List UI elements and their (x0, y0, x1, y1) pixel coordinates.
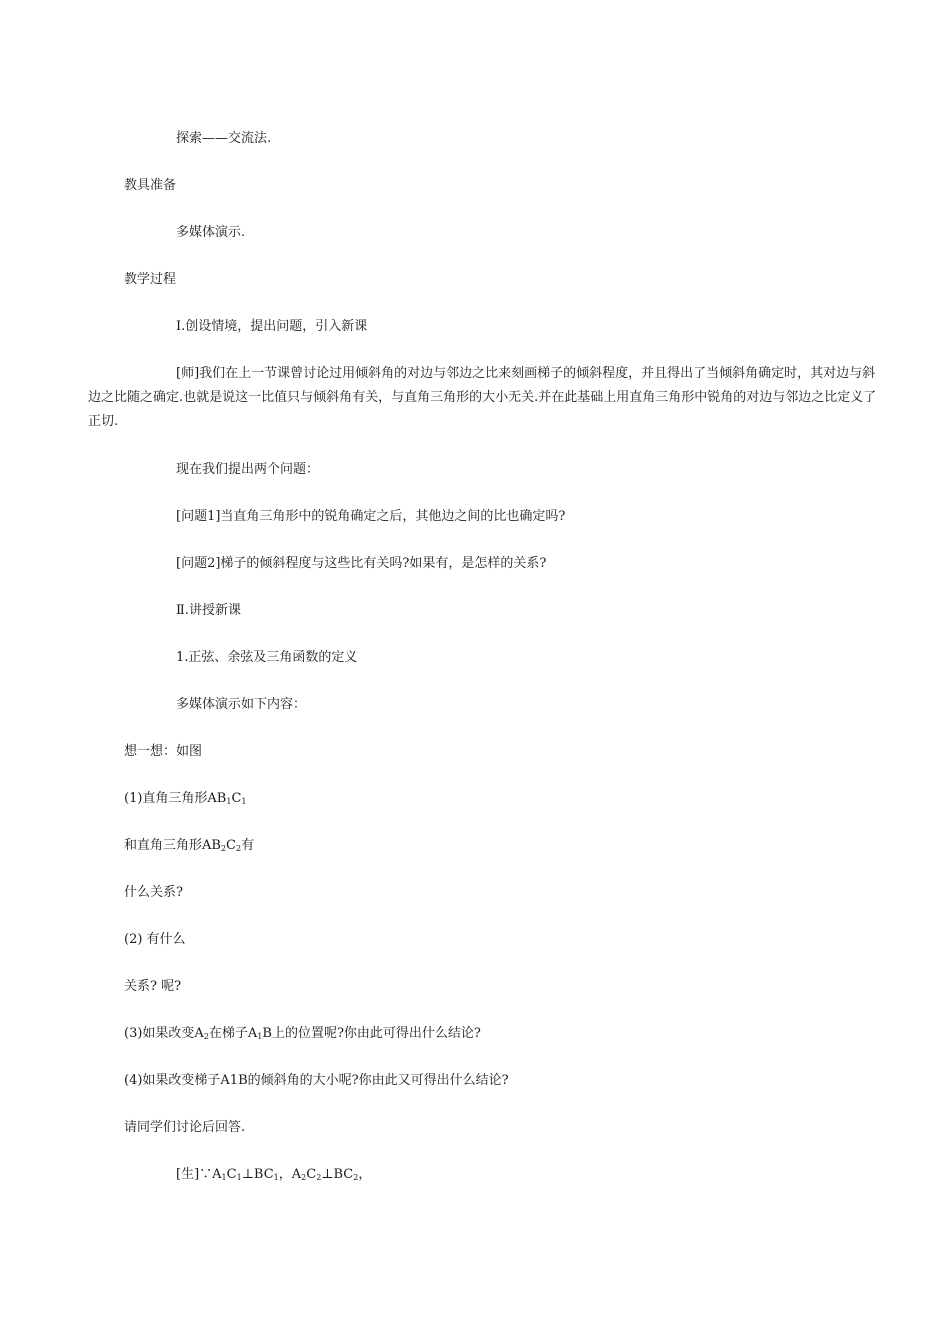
problem-2-line-2: 关系? 呢? (124, 979, 182, 994)
question-1: [问题1]当直角三角形中的锐角确定之后，其他边之间的比也确定吗? (176, 509, 566, 524)
process-heading: 教学过程 (124, 272, 177, 287)
problem-1-line-1: (1)直角三角形$AB_1C_1$ (124, 791, 247, 806)
topic-1-heading: 1.正弦、余弦及三角函数的定义 (176, 650, 358, 665)
two-questions-intro: 现在我们提出两个问题： (176, 462, 320, 477)
problem-1-line-2: 和直角三角形$AB_2C_2$有 (124, 838, 255, 853)
think-prompt: 想一想：如图 (124, 744, 203, 759)
teacher-paragraph: [师]我们在上一节课曾讨论过用倾斜角的对边与邻边之比来刻画梯子的倾斜程度，并且得出了当倾斜角确定时，其对边与斜边之比随之确定.也就是说这一比值只与倾斜角有关，与直角三角形的大小无关.并在此基础上用直角三角形中锐角的对边与邻边之比定义了正切. (88, 366, 877, 429)
section-2-heading: Ⅱ.讲授新课 (176, 603, 241, 618)
teaching-method: 探索——交流法. (176, 131, 272, 146)
section-1-heading: Ⅰ.创设情境，提出问题，引入新课 (176, 319, 368, 334)
discuss-instruction: 请同学们讨论后回答. (124, 1120, 246, 1135)
question-2: [问题2]梯子的倾斜程度与这些比有关吗?如果有，是怎样的关系? (176, 556, 547, 571)
problem-2-line-1: (2) 有什么 (124, 932, 186, 947)
tools-heading: 教具准备 (124, 178, 177, 193)
tools-text: 多媒体演示. (176, 225, 246, 240)
problem-4: (4)如果改变梯子A1B的倾斜角的大小呢?你由此又可得出什么结论? (124, 1073, 509, 1088)
problem-1-line-3: 什么关系? (124, 885, 183, 900)
multimedia-intro: 多媒体演示如下内容： (176, 697, 307, 712)
problem-3: (3)如果改变$A_2$在梯子$A_1B$上的位置呢?你由此可得出什么结论? (124, 1026, 481, 1041)
student-answer: [生]$\because A_1C_1\perp BC_1$，$A_2C_2\perp BC_2$， (176, 1167, 372, 1182)
